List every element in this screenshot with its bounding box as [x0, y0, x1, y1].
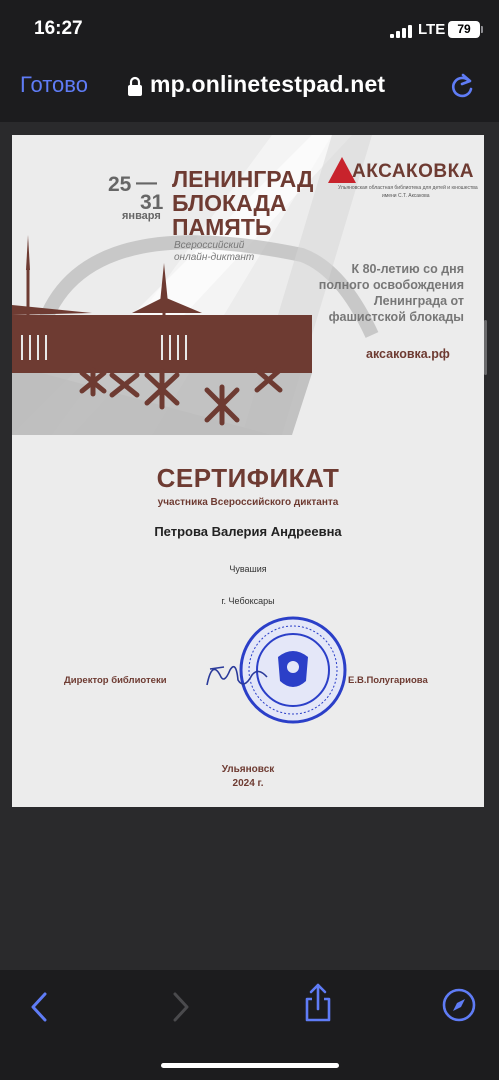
anniversary-line-4: фашистской блокады: [328, 310, 464, 324]
done-button[interactable]: Готово: [20, 72, 88, 97]
certificate: [12, 135, 484, 807]
url-field[interactable]: mp.onlinetestpad.net: [150, 71, 386, 97]
compass-icon[interactable]: [441, 987, 477, 1023]
status-time: 16:27: [34, 18, 83, 39]
share-icon[interactable]: [303, 982, 333, 1024]
library-name-line-1: Ульяновская областная библиотека для детей и юношества: [338, 185, 478, 191]
chevron-left-icon[interactable]: [26, 990, 52, 1024]
chevron-right-icon[interactable]: [168, 990, 194, 1024]
signal-icon: [390, 25, 412, 38]
network-label: LTE: [418, 21, 446, 38]
signature: [202, 655, 272, 695]
anniversary-line-2: полного освобождения: [318, 278, 464, 292]
home-indicator: [161, 1063, 339, 1068]
certificate-subheading: участника Всероссийского диктанта: [157, 497, 339, 508]
signer-name: Е.В.Полугариова: [348, 675, 428, 686]
library-logo: АКСАКОВКА: [352, 161, 474, 182]
issue-year: 2024 г.: [232, 778, 264, 789]
date-start: 25: [108, 173, 132, 196]
lock-icon: [127, 76, 143, 96]
recipient-city: г. Чебоксары: [221, 596, 275, 606]
issue-place: Ульяновск: [221, 764, 275, 775]
battery-icon: 79: [448, 21, 480, 38]
anniversary-line-1: К 80-летию со дня: [351, 262, 464, 276]
certificate-heading: СЕРТИФИКАТ: [156, 463, 340, 493]
date-month: января: [122, 210, 161, 222]
date-end: 31: [140, 191, 164, 214]
reload-icon[interactable]: [449, 72, 475, 100]
signer-title: Директор библиотеки: [64, 675, 167, 686]
event-title-line-1: ЛЕНИНГРАД: [172, 166, 314, 192]
event-title-line-2: БЛОКАДА: [172, 190, 287, 216]
scrollbar[interactable]: [484, 320, 487, 375]
recipient-name: Петрова Валерия Андреевна: [154, 524, 342, 539]
anniversary-text: [312, 261, 464, 325]
anniversary-line-3: Ленинграда от: [373, 294, 464, 308]
date-dash: —: [136, 171, 157, 194]
recipient-region: Чувашия: [229, 564, 267, 574]
website-link[interactable]: аксаковка.рф: [366, 347, 450, 361]
event-title-line-3: ПАМЯТЬ: [172, 214, 272, 240]
library-name-line-2: имени С.Т. Аксакова: [382, 193, 430, 199]
event-subtitle-line-1: Всероссийский: [174, 240, 245, 251]
event-subtitle-line-2: онлайн-диктант: [174, 252, 255, 263]
